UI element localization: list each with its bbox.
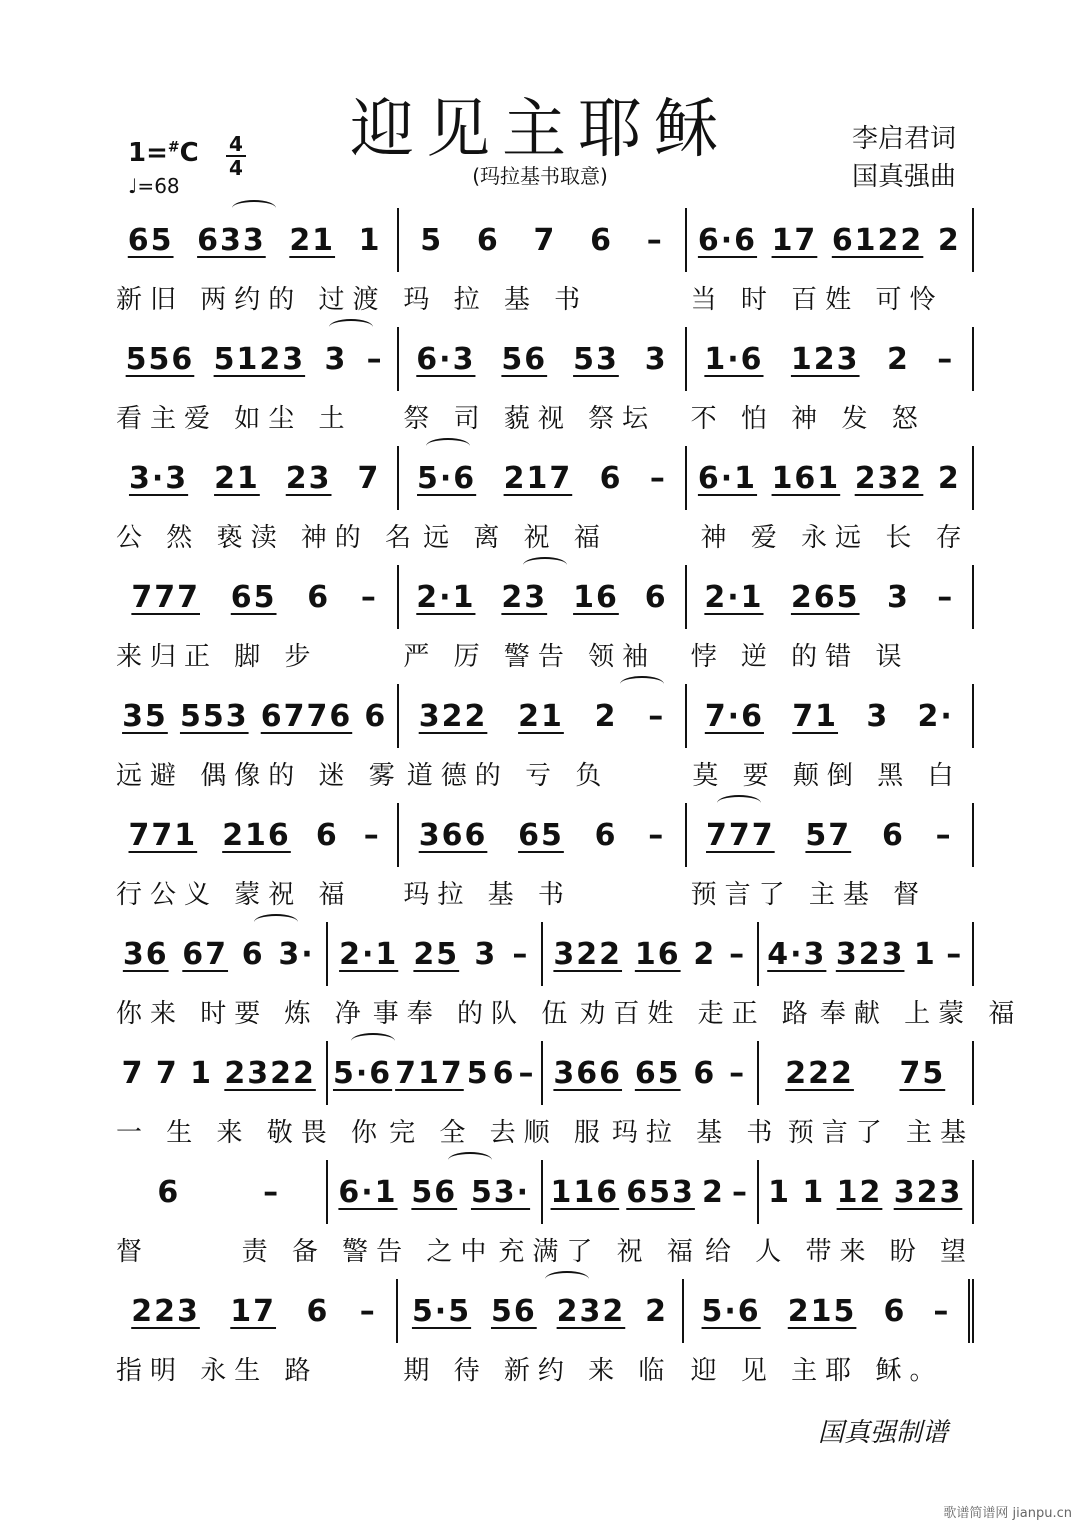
note-group: 323 <box>893 1174 963 1210</box>
note-group: 322 <box>553 936 623 972</box>
measure <box>112 922 326 986</box>
lyric-phrase: 玛拉 基 书 <box>403 879 572 910</box>
measure <box>682 1279 974 1343</box>
score-row <box>112 676 974 795</box>
key-letter: C <box>179 138 199 168</box>
measure <box>326 1160 542 1224</box>
note-group: 6 <box>693 1055 717 1091</box>
measure <box>326 922 542 986</box>
time-top: 4 <box>229 132 243 156</box>
note-group: 1·6 <box>704 341 764 377</box>
score-row <box>112 1033 974 1152</box>
lyrics-line <box>112 994 1023 1029</box>
lyric-phrase: 给 人 带来 盼 望 <box>704 1236 974 1267</box>
note-group: 5 <box>466 1055 490 1091</box>
note-group: – <box>646 222 664 258</box>
note-group: – <box>729 1055 747 1091</box>
note-group: – <box>935 817 953 853</box>
lyric-phrase: 预言了 主基 督 <box>690 879 928 910</box>
measure <box>397 446 684 510</box>
note-group: – <box>512 936 530 972</box>
score-row <box>112 914 1023 1033</box>
note-group: 56 <box>411 1174 458 1210</box>
note-group: 6 <box>315 817 339 853</box>
measure <box>397 803 684 867</box>
credits <box>852 120 956 196</box>
notes-line <box>112 565 974 629</box>
note-group: 53· <box>470 1174 531 1210</box>
note-group: 21 <box>518 698 564 734</box>
lyric-phrase: 莫 要 颠倒 黑 白 <box>692 760 962 791</box>
note-group: 2·1 <box>339 936 399 972</box>
note-group: – <box>937 579 955 615</box>
lyric-phrase: 完 全 去顺 服 <box>389 1117 608 1148</box>
note-group: – <box>937 341 955 377</box>
composer: 国真强曲 <box>852 162 957 192</box>
note-group: 6·1 <box>338 1174 398 1210</box>
note-group: 12 <box>836 1174 883 1210</box>
score-row <box>112 200 974 319</box>
note-group: 7 <box>357 460 381 496</box>
note-group: 6 <box>594 817 618 853</box>
note-group: – <box>363 817 381 853</box>
note-group: 216 <box>222 817 291 853</box>
measure <box>685 327 974 391</box>
note-group: – <box>933 1293 951 1329</box>
measure <box>112 1279 396 1343</box>
note-group: 717 <box>395 1055 464 1091</box>
measure <box>397 684 684 748</box>
tempo-marking: ♩=68 <box>128 174 180 198</box>
key-sharp: # <box>167 139 180 156</box>
lyrics-line <box>112 756 974 790</box>
note-group: 6 <box>364 698 388 734</box>
lyric-phrase: 远 离 祝 福 <box>423 522 608 553</box>
note-group: 1 <box>913 936 937 972</box>
measure <box>112 327 397 391</box>
note-group: 5 <box>420 222 444 258</box>
note-group: 75 <box>899 1055 946 1091</box>
measure <box>397 208 684 272</box>
lyric-phrase: 迎 见 主耶 稣。 <box>690 1355 944 1386</box>
measure <box>326 1041 542 1105</box>
note-group: 556 <box>125 341 195 377</box>
note-group: 21 <box>289 222 336 258</box>
note-group: 777 <box>706 817 775 853</box>
key-signature <box>128 138 199 168</box>
notes-line <box>112 1279 974 1343</box>
lyric-phrase: 神 爱 永远 长 存 <box>700 522 970 553</box>
notes-line <box>112 1041 974 1105</box>
lyrics-line <box>112 637 974 671</box>
note-group: 6 <box>241 936 265 972</box>
lyric-phrase: 行公义 蒙祝 福 <box>116 879 353 910</box>
lyric-phrase: 新旧 两约的 过渡 <box>116 284 387 315</box>
note-group: 215 <box>787 1293 857 1329</box>
note-group: 53 <box>573 341 619 377</box>
measure <box>112 1160 326 1224</box>
lyrics-line <box>112 280 974 314</box>
notes-line <box>112 446 974 510</box>
measure <box>757 922 975 986</box>
lyric-phrase: 事奉 的队 伍 <box>372 998 576 1029</box>
note-group: 71 <box>792 698 839 734</box>
note-group: 16 <box>573 579 619 615</box>
lyric-phrase: 责 备 警告 之中 <box>241 1236 495 1267</box>
note-group: 7 <box>121 1055 145 1091</box>
measure <box>685 803 974 867</box>
score <box>112 200 1023 1390</box>
note-group: 23 <box>501 579 548 615</box>
lyrics-line <box>112 1351 974 1385</box>
note-group: 2 <box>937 222 961 258</box>
note-group: 65 <box>634 1055 681 1091</box>
note-group: 6 <box>881 817 905 853</box>
key-prefix: 1= <box>128 138 168 168</box>
notes-line <box>112 327 974 391</box>
arranger-credit: 国真强制谱 <box>818 1418 949 1448</box>
lyricist: 李启君词 <box>852 124 957 154</box>
lyric-phrase: 督 <box>116 1236 151 1267</box>
note-group: 23 <box>285 460 332 496</box>
measure <box>112 446 397 510</box>
note-group: 5·6 <box>332 1055 393 1091</box>
lyric-phrase: 期 待 新约 来 临 <box>403 1355 673 1386</box>
note-group: 265 <box>790 579 860 615</box>
note-group: 25 <box>413 936 460 972</box>
note-group: – <box>366 341 384 377</box>
note-group: 1 <box>802 1174 826 1210</box>
note-group: 6122 <box>831 222 924 258</box>
note-group: 2 <box>937 460 961 496</box>
note-group: 6 <box>883 1293 907 1329</box>
note-group: 6 <box>476 222 500 258</box>
note-group: 2 <box>645 1293 669 1329</box>
note-group: 7·6 <box>704 698 764 734</box>
note-group: 2 <box>693 936 717 972</box>
lyric-phrase: 玛拉 基 书 <box>611 1117 781 1148</box>
note-group: 2 <box>701 1174 725 1210</box>
lyric-phrase: 奉献 上蒙 福 <box>819 998 1023 1029</box>
note-group: 6 <box>307 579 331 615</box>
lyrics-line <box>112 1113 974 1147</box>
note-group: – <box>946 936 964 972</box>
note-group: 2322 <box>224 1055 316 1091</box>
note-group: 56 <box>490 1293 537 1329</box>
note-group: – <box>729 936 747 972</box>
watermark: 歌谱简谱网 jianpu.cn <box>943 1506 1072 1521</box>
note-group: – <box>731 1174 749 1210</box>
note-group: 2·1 <box>416 579 476 615</box>
note-group: 123 <box>790 341 860 377</box>
notes-line <box>112 803 974 867</box>
note-group: 6 <box>599 460 623 496</box>
lyric-phrase: 来归正 脚 步 <box>116 641 319 672</box>
note-group: – <box>263 1174 281 1210</box>
note-group: 6 <box>644 579 668 615</box>
note-group: 4·3 <box>767 936 827 972</box>
note-group: 3·3 <box>128 460 189 496</box>
score-row <box>112 557 974 676</box>
note-group: – <box>360 579 378 615</box>
note-group: 633 <box>197 222 266 258</box>
note-group: 223 <box>131 1293 200 1329</box>
measure <box>396 1279 682 1343</box>
song-subtitle: (玛拉基书取意) <box>472 164 608 188</box>
note-group: 6·3 <box>416 341 476 377</box>
lyric-phrase: 严 厉 警告 领袖 <box>403 641 657 672</box>
note-group: 3· <box>278 936 315 972</box>
lyric-phrase: 公 然 亵渎 神的 名 <box>116 522 420 553</box>
note-group: 3 <box>644 341 668 377</box>
measure <box>541 1041 757 1105</box>
note-group: 771 <box>128 817 198 853</box>
note-group: 16 <box>634 936 681 972</box>
note-group: 6·6 <box>697 222 758 258</box>
lyric-phrase: 预言了 主基 <box>787 1117 974 1148</box>
note-group: 161 <box>771 460 841 496</box>
note-group: 36 <box>122 936 169 972</box>
lyric-phrase: 不 怕 神 发 怒 <box>690 403 926 434</box>
note-group: 2· <box>917 698 954 734</box>
note-group: 21 <box>214 460 260 496</box>
notes-line <box>112 684 974 748</box>
note-group: – <box>359 1293 377 1329</box>
note-group: 7 <box>533 222 557 258</box>
note-group: 5·5 <box>411 1293 472 1329</box>
measure <box>685 446 974 510</box>
note-group: 17 <box>230 1293 277 1329</box>
measure <box>397 565 684 629</box>
note-group: – <box>649 460 667 496</box>
measure <box>757 1160 975 1224</box>
measure <box>757 1041 975 1105</box>
time-signature <box>226 134 246 178</box>
measure <box>112 208 397 272</box>
score-row <box>112 319 974 438</box>
note-group: 777 <box>131 579 200 615</box>
note-group: 6 <box>590 222 613 258</box>
note-group: 217 <box>503 460 573 496</box>
lyric-phrase: 看主爱 如尘 土 <box>116 403 353 434</box>
lyrics-line <box>112 518 974 552</box>
score-row <box>112 438 974 557</box>
note-group: 3 <box>474 936 498 972</box>
note-group: 5·6 <box>417 460 477 496</box>
measure <box>112 1041 326 1105</box>
note-group: 232 <box>556 1293 626 1329</box>
note-group: 57 <box>805 817 852 853</box>
lyrics-line <box>112 875 974 909</box>
lyric-phrase: 道德的 亏 负 <box>406 760 610 791</box>
measure <box>685 684 974 748</box>
lyric-phrase: 充满了 祝 福 <box>498 1236 701 1267</box>
note-group: 222 <box>785 1055 854 1091</box>
lyric-phrase: 远避 偶像的 迷 雾 <box>116 760 403 791</box>
note-group: 2 <box>594 698 618 734</box>
note-group: 6776 <box>260 698 353 734</box>
measure <box>397 327 684 391</box>
note-group: 5123 <box>213 341 306 377</box>
measure <box>541 922 757 986</box>
note-group: 3 <box>886 579 910 615</box>
note-group: 366 <box>418 817 488 853</box>
note-group: – <box>648 817 666 853</box>
note-group: 6 <box>492 1055 516 1091</box>
lyric-phrase: 当 时 百姓 可怜 <box>690 284 944 315</box>
song-title: 迎见主耶稣 <box>350 93 730 167</box>
note-group: 653 <box>626 1174 695 1210</box>
measure <box>112 803 397 867</box>
note-group: 3 <box>324 341 348 377</box>
note-group: 35 <box>122 698 168 734</box>
notes-line <box>112 1160 974 1224</box>
lyrics-line <box>112 399 974 433</box>
note-group: 2 <box>886 341 910 377</box>
note-group: 322 <box>418 698 488 734</box>
score-row <box>112 1271 974 1390</box>
notes-line <box>112 922 974 986</box>
note-group: – <box>648 698 666 734</box>
lyric-phrase: 指明 永生 路 <box>116 1355 319 1386</box>
lyric-phrase: 悖 逆 的错 误 <box>690 641 910 672</box>
note-group: 116 <box>550 1174 620 1210</box>
note-group: 1 <box>358 222 382 258</box>
note-group: 65 <box>127 222 174 258</box>
lyric-phrase: 玛 拉 基 书 <box>403 284 589 315</box>
note-group: 232 <box>854 460 924 496</box>
score-row <box>112 795 974 914</box>
measure <box>112 565 397 629</box>
score-row <box>112 1152 974 1271</box>
note-group: 553 <box>179 698 249 734</box>
note-group: 3 <box>866 698 890 734</box>
measure <box>685 208 974 272</box>
note-group: 6 <box>306 1293 330 1329</box>
note-group: 6 <box>157 1174 181 1210</box>
time-bottom: 4 <box>229 156 243 180</box>
measure <box>541 1160 757 1224</box>
note-group: 56 <box>501 341 548 377</box>
lyrics-line <box>112 1232 974 1266</box>
lyric-phrase: 祭 司 藐视 祭坛 <box>403 403 657 434</box>
note-group: 1 <box>190 1055 213 1091</box>
note-group: 366 <box>553 1055 623 1091</box>
notes-line <box>112 208 974 272</box>
measure <box>112 684 397 748</box>
note-group: 2·1 <box>704 579 764 615</box>
note-group: 67 <box>182 936 229 972</box>
note-group: 65 <box>230 579 277 615</box>
lyric-phrase: 一 生 来 敬畏 你 <box>116 1117 386 1148</box>
note-group: 17 <box>771 222 818 258</box>
lyric-phrase: 劝百姓 走正 路 <box>579 998 816 1029</box>
note-group: 1 <box>768 1174 792 1210</box>
note-group: – <box>518 1055 536 1091</box>
note-group: 5·6 <box>701 1293 761 1329</box>
measure <box>685 565 974 629</box>
note-group: 7 <box>155 1055 179 1091</box>
note-group: 6·1 <box>697 460 758 496</box>
note-group: 65 <box>518 817 564 853</box>
note-group: 323 <box>835 936 905 972</box>
lyric-phrase: 你来 时要 炼 净 <box>116 998 369 1029</box>
